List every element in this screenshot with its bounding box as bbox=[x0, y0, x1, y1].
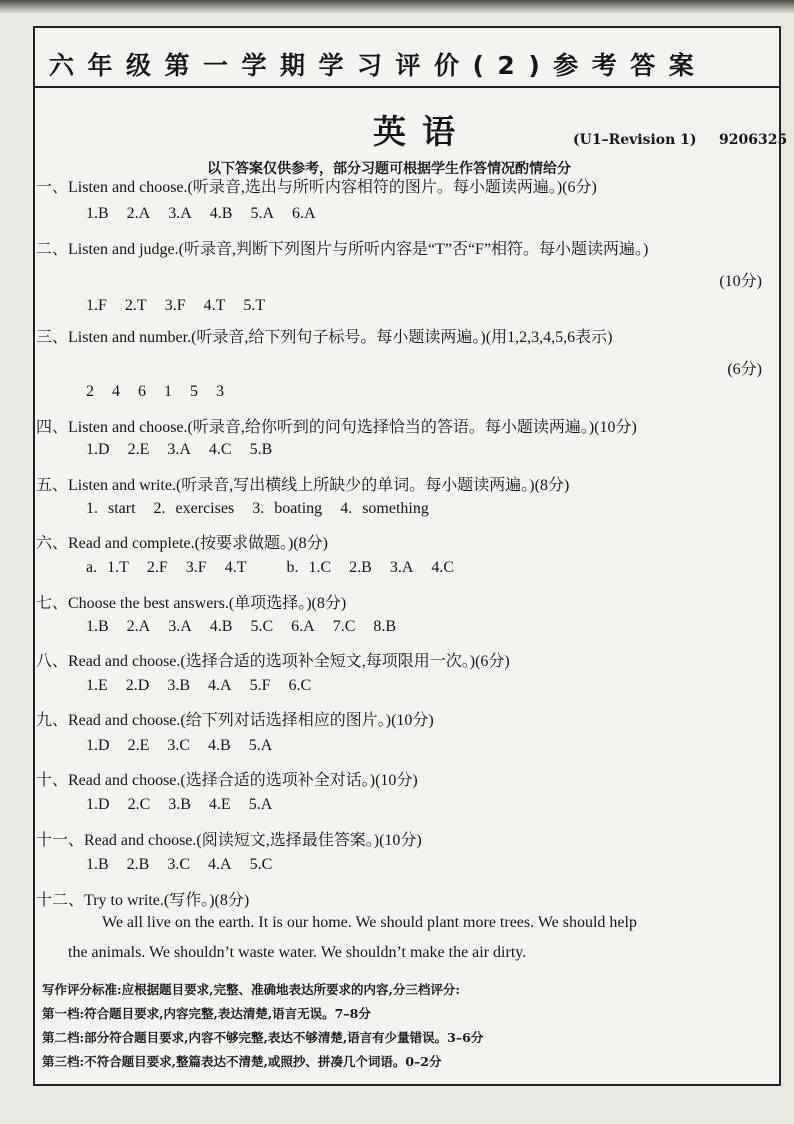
answer-item: 1.B bbox=[86, 856, 109, 873]
answer-row-4 bbox=[86, 441, 272, 459]
section-title-6: 六、Read and complete.(按要求做题。)(8分) bbox=[36, 535, 328, 552]
criteria-level-3: 第三档:不符合题目要求,整篇表达不清楚,或照抄、拼凑几个词语。0–2分 bbox=[42, 1054, 442, 1069]
answer-item: 3.C bbox=[167, 737, 191, 754]
answer-item: 2.E bbox=[127, 441, 150, 458]
answer-item: 1.B bbox=[86, 618, 109, 635]
answer-item: 3.F bbox=[164, 297, 186, 314]
answer-row-2 bbox=[86, 297, 265, 315]
answer-item: 4.C bbox=[431, 559, 455, 576]
section-title-8: 八、Read and choose.(选择合适的选项补全短文,每项限用一次。)(6分) bbox=[36, 653, 510, 670]
answer-item: a. 1.T bbox=[86, 559, 129, 576]
answer-item: 5.C bbox=[250, 618, 274, 635]
criteria-level-1: 第一档:符合题目要求,内容完整,表达清楚,语言无误。7–8分 bbox=[42, 1006, 371, 1021]
answer-item: 3.B bbox=[168, 796, 191, 813]
answer-item: 4.B bbox=[208, 737, 231, 754]
answer-item: 6.A bbox=[292, 205, 316, 222]
answer-item: 4.B bbox=[209, 205, 233, 222]
section-score-2: (10分) bbox=[719, 273, 762, 290]
answer-item: 2 bbox=[86, 383, 94, 400]
answer-item: 6.C bbox=[288, 677, 312, 694]
answer-item: 5 bbox=[190, 383, 198, 400]
answer-item: 2.E bbox=[127, 737, 150, 754]
unit-label: (U1–Revision 1) bbox=[573, 132, 697, 148]
answer-item: 1.E bbox=[86, 677, 108, 694]
answer-item: 3.B bbox=[167, 677, 191, 694]
answer-item: 5.F bbox=[249, 677, 271, 694]
answer-item: 4.T bbox=[224, 559, 247, 576]
answer-item: 5.B bbox=[249, 441, 273, 458]
section-title-1: 一、Listen and choose.(听录音,选出与所听内容相符的图片。每小题读两遍。)(6分) bbox=[36, 179, 597, 196]
answer-item: 3.A bbox=[167, 441, 191, 458]
section-title-3: 三、Listen and number.(听录音,给下列句子标号。每小题读两遍。)(用1,2,3,4,5,6表示) bbox=[36, 329, 613, 346]
answer-item: 7.C bbox=[332, 618, 356, 635]
section-title-5: 五、Listen and write.(听录音,写出横线上所缺少的单词。每小题读两遍。)(8分) bbox=[36, 477, 570, 494]
section-title-7: 七、Choose the best answers.(单项选择。)(8分) bbox=[36, 595, 347, 612]
answer-item: 3. boating bbox=[252, 500, 323, 517]
section-title-2: 二、Listen and judge.(听录音,判断下列图片与所听内容是“T”否“F”相符。每小题读两遍。) bbox=[36, 241, 649, 258]
answer-item: 3 bbox=[216, 383, 224, 400]
answer-row-5 bbox=[86, 500, 429, 518]
answer-row-3 bbox=[86, 383, 224, 401]
answer-item: 2.T bbox=[124, 297, 147, 314]
answer-item: 3.A bbox=[168, 205, 192, 222]
answer-item: 4.T bbox=[203, 297, 226, 314]
criteria-intro: 写作评分标准:应根据题目要求,完整、准确地表达所要求的内容,分三档评分: bbox=[42, 982, 460, 997]
answer-item: 4.A bbox=[208, 856, 232, 873]
answer-item: 1.B bbox=[86, 205, 109, 222]
answer-item: b. 1.C bbox=[286, 559, 332, 576]
section-title-10: 十、Read and choose.(选择合适的选项补全对话。)(10分) bbox=[36, 772, 418, 789]
answer-item: 5.A bbox=[248, 796, 273, 813]
answer-item: 4.E bbox=[208, 796, 231, 813]
answer-item: 2.B bbox=[349, 559, 372, 576]
section-title-9: 九、Read and choose.(给下列对话选择相应的图片。)(10分) bbox=[36, 712, 434, 729]
answer-item: 3.A bbox=[168, 618, 192, 635]
answer-item: 3.C bbox=[167, 856, 191, 873]
answer-item: 2.B bbox=[126, 856, 150, 873]
answer-item: 2.A bbox=[126, 618, 151, 635]
section-title-4: 四、Listen and choose.(听录音,给你听到的问句选择恰当的答语。每小题读两遍。)(10分) bbox=[36, 419, 637, 436]
answer-item: 5.A bbox=[248, 737, 273, 754]
answer-item: 5.A bbox=[250, 205, 275, 222]
writing-sample-line-2: the animals. We shouldn’t waste water. We shouldn’t make the air dirty. bbox=[68, 944, 527, 961]
title-divider bbox=[35, 86, 779, 88]
subject-heading: 英语 bbox=[373, 112, 471, 151]
answer-row-8 bbox=[86, 677, 311, 695]
page-top-shadow bbox=[0, 0, 794, 14]
answer-item: 4 bbox=[112, 383, 120, 400]
answer-row-1 bbox=[86, 205, 316, 223]
answer-item: 2.D bbox=[125, 677, 150, 694]
answer-item: 5.C bbox=[249, 856, 273, 873]
answer-item: 1 bbox=[164, 383, 172, 400]
writing-sample-line-1: We all live on the earth. It is our home. We should plant more trees. We should help bbox=[102, 914, 637, 931]
answer-item: 4.A bbox=[208, 677, 232, 694]
answer-item: 1.D bbox=[86, 737, 110, 754]
answer-item: 1. start bbox=[86, 500, 136, 517]
answer-item: 3.A bbox=[389, 559, 414, 576]
answer-row-9 bbox=[86, 737, 272, 755]
section-score-3: (6分) bbox=[727, 361, 762, 378]
answer-item: 6.A bbox=[291, 618, 315, 635]
answer-row-11 bbox=[86, 856, 272, 874]
answer-item: 1.D bbox=[86, 796, 110, 813]
answer-note: 以下答案仅供参考，部分习题可根据学生作答情况酌情给分 bbox=[207, 161, 571, 177]
answer-item: 5.T bbox=[243, 297, 266, 314]
answer-row-6 bbox=[86, 559, 454, 577]
answer-item: 4.B bbox=[209, 618, 233, 635]
answer-row-7 bbox=[86, 618, 396, 636]
page-title: 六年级第一学期学习评价(2)参考答案 bbox=[49, 51, 708, 80]
section-title-12: 十二、Try to write.(写作。)(8分) bbox=[36, 892, 250, 909]
answer-item: 4.C bbox=[208, 441, 232, 458]
answer-item: 4. something bbox=[340, 500, 429, 517]
section-title-11: 十一、Read and choose.(阅读短文,选择最佳答案。)(10分) bbox=[36, 832, 422, 849]
criteria-level-2: 第二档:部分符合题目要求,内容不够完整,表达不够清楚,语言有少量错误。3–6分 bbox=[42, 1030, 484, 1045]
answer-item: 6 bbox=[138, 383, 146, 400]
answer-item: 2.C bbox=[127, 796, 151, 813]
answer-item: 1.D bbox=[86, 441, 110, 458]
answer-item: 2.F bbox=[146, 559, 168, 576]
answer-item: 3.F bbox=[185, 559, 207, 576]
answer-item: 2.A bbox=[126, 205, 151, 222]
answer-item: 2. exercises bbox=[153, 500, 235, 517]
answer-row-10 bbox=[86, 796, 272, 814]
document-code: 9206325 bbox=[719, 132, 788, 148]
answer-item: 1.F bbox=[86, 297, 107, 314]
answer-item: 8.B bbox=[373, 618, 397, 635]
